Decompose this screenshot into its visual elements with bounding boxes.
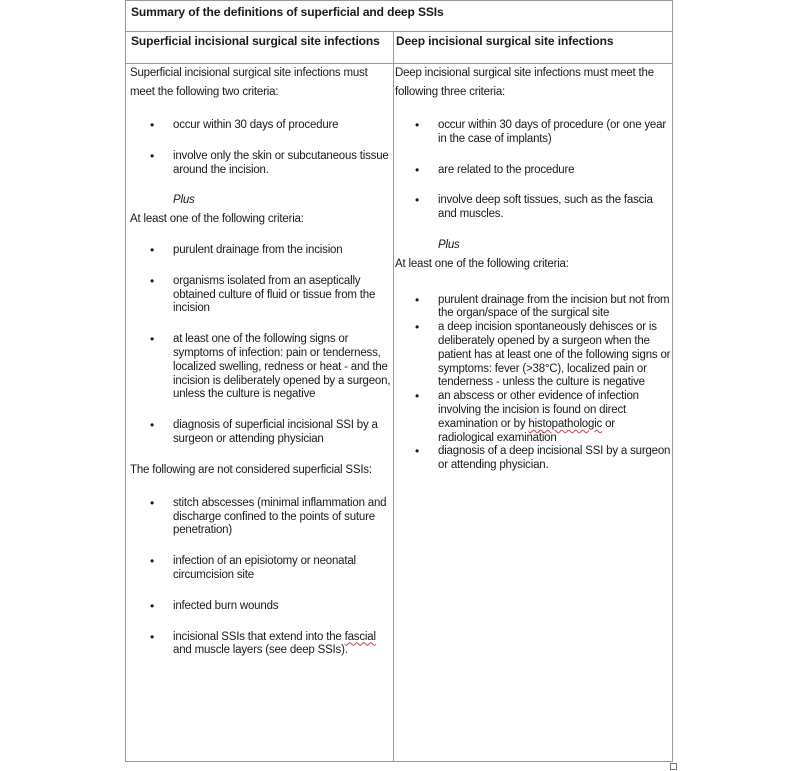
superficial-not-considered: The following are not considered superficial SSIs: bbox=[130, 463, 372, 476]
list-item: • occur within 30 days of procedure (or one year in the case of implants) bbox=[395, 119, 671, 147]
list-item: • involve only the skin or subcutaneous tissue around the incision. bbox=[130, 150, 392, 178]
superficial-additional-list bbox=[130, 244, 392, 447]
superficial-cell bbox=[130, 67, 392, 658]
superficial-plus: Plus bbox=[173, 194, 195, 207]
list-item: • involve deep soft tissues, such as the fascia and muscles. bbox=[395, 194, 671, 222]
title-row-divider bbox=[125, 31, 673, 32]
list-item bbox=[395, 390, 671, 445]
list-item: • stitch abscesses (minimal inflammation and discharge confined to the points of suture penetration) bbox=[130, 497, 392, 538]
deep-at-least-one: At least one of the following criteria: bbox=[395, 257, 569, 270]
list-item: • purulent drainage from the incision bbox=[130, 244, 392, 258]
table-resize-handle[interactable] bbox=[670, 763, 677, 770]
deep-column-header: Deep incisional surgical site infections bbox=[396, 34, 614, 48]
list-item: • purulent drainage from the incision but not from the organ/space of the surgical site bbox=[395, 294, 671, 322]
list-item bbox=[130, 631, 392, 659]
list-item: • organisms isolated from an aseptically obtained culture of fluid or tissue from the incision bbox=[130, 275, 392, 316]
deep-intro: Deep incisional surgical site infections must meet the following three criteria: bbox=[395, 67, 654, 98]
column-divider bbox=[393, 31, 394, 762]
list-item: • are related to the procedure bbox=[395, 164, 671, 178]
spellcheck-underline-fascial: fascial bbox=[344, 630, 376, 643]
deep-additional-list bbox=[395, 294, 671, 473]
list-item: • a deep incision spontaneously dehisces or is deliberately opened by a surgeon when the patient has at least one of the following signs or symptoms: fever (>38°C), localized pain or tenderness - unless the culture is negative bbox=[395, 321, 671, 390]
list-item: • diagnosis of superficial incisional SSI by a surgeon or attending physician bbox=[130, 419, 392, 447]
list-item: • infected burn wounds bbox=[130, 600, 392, 614]
superficial-exclusions-list bbox=[130, 497, 392, 658]
exclusion-text-end: and muscle layers (see deep SSIs). bbox=[173, 644, 348, 657]
abscess-text-start: an abscess or other evidence of infection involving the incision is found on direct examination or by bbox=[438, 390, 639, 430]
superficial-column-header: Superficial incisional surgical site infections bbox=[131, 34, 380, 48]
superficial-at-least-one: At least one of the following criteria: bbox=[130, 213, 304, 226]
superficial-criteria-list bbox=[130, 119, 392, 177]
table-title: Summary of the definitions of superficial and deep SSIs bbox=[131, 5, 444, 19]
abscess-text-end: or radiological examination bbox=[438, 417, 615, 444]
list-item: • at least one of the following signs or symptoms of infection: pain or tenderness, localized swelling, redness or heat - and the incision is deliberately opened by a surgeon, unless the culture is negative bbox=[130, 333, 392, 402]
spellcheck-underline-histopathologic: histopathologic bbox=[528, 417, 603, 430]
table-top-border bbox=[125, 0, 673, 1]
list-item: • diagnosis of a deep incisional SSI by a surgeon or attending physician. bbox=[395, 445, 671, 473]
list-item: • occur within 30 days of procedure bbox=[130, 119, 392, 133]
list-item: • infection of an episiotomy or neonatal circumcision site bbox=[130, 555, 392, 583]
deep-criteria-list bbox=[395, 119, 671, 222]
deep-plus: Plus bbox=[438, 238, 460, 251]
deep-cell bbox=[395, 67, 671, 473]
superficial-intro: Superficial incisional surgical site infections must meet the following two criteria: bbox=[130, 67, 368, 98]
exclusion-text-start: incisional SSIs that extend into the bbox=[173, 630, 345, 643]
